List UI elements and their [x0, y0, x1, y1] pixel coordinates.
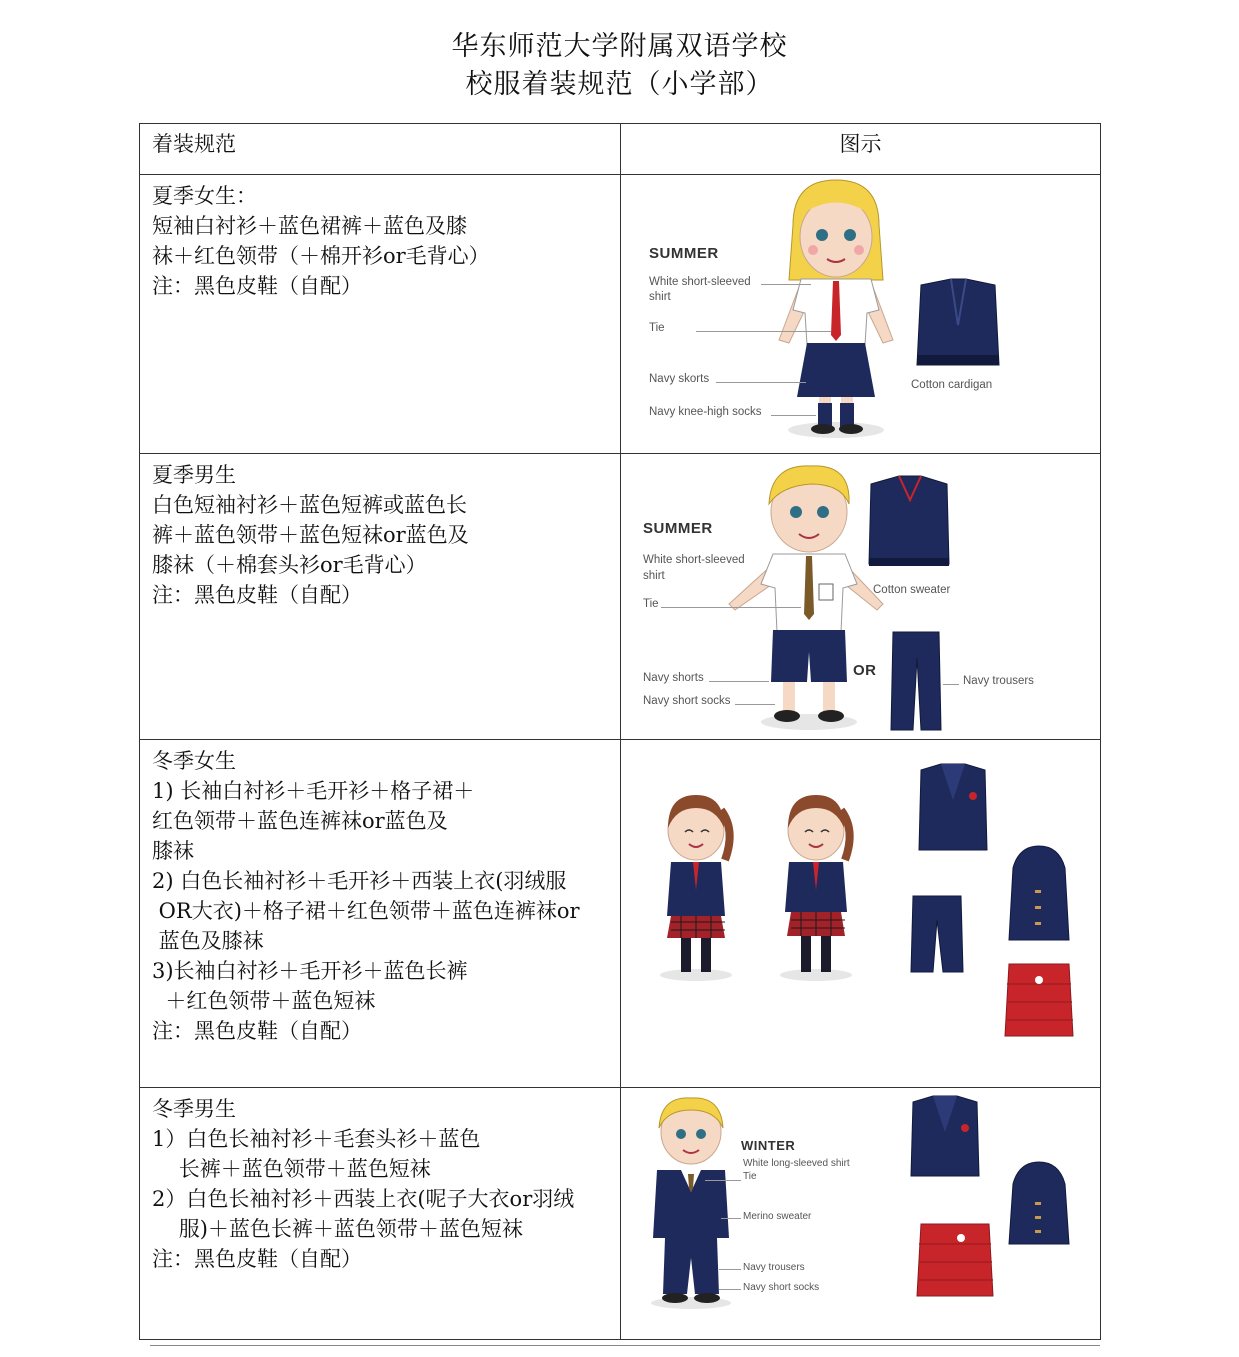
rules-cell-winter-girls	[140, 740, 621, 1088]
winter-boys-illustration	[621, 1088, 1101, 1338]
rule-line: 长裤＋蓝色领带＋蓝色短袜	[152, 1157, 431, 1181]
rule-line: 注：黑色皮鞋（自配）	[152, 583, 362, 607]
rule-line: 白色短袖衬衫＋蓝色短裤或蓝色长	[152, 493, 467, 517]
cardigan-label: Cotton cardigan	[911, 379, 993, 391]
illustration-cell-summer-girls	[621, 175, 1101, 454]
rule-line: 冬季女生	[152, 749, 236, 773]
rule-line: 2) 白色长袖衬衫＋毛开衫＋西装上衣(羽绒服	[152, 869, 567, 893]
rule-line: ＋红色领带＋蓝色短袜	[152, 989, 376, 1013]
shirt-label-2: shirt	[643, 570, 665, 582]
rules-cell-summer-boys	[140, 454, 621, 740]
illustration-cell-winter-boys	[621, 1088, 1101, 1340]
trousers-label: Navy trousers	[743, 1262, 805, 1273]
rule-line: 服)＋蓝色长裤＋蓝色领带＋蓝色短袜	[152, 1217, 523, 1241]
illustration-cell-summer-boys	[621, 454, 1101, 740]
winter-girls-figures-icon	[621, 740, 1101, 1086]
season-label: SUMMER	[649, 245, 719, 262]
rule-line: 1) 长袖白衬衫＋毛开衫＋格子裙＋	[152, 779, 475, 803]
rule-line: 裤＋蓝色领带＋蓝色短袜or蓝色及	[152, 523, 469, 547]
column-header-rules: 着装规范	[140, 124, 621, 175]
table-row	[140, 175, 1101, 454]
rule-line: 蓝色及膝袜	[152, 929, 264, 953]
school-name: 华东师范大学附属双语学校	[451, 31, 788, 62]
document-title: 校服着装规范（小学部）	[465, 69, 774, 100]
table-row	[140, 740, 1101, 1088]
shirt-label: White short-sleeved	[649, 276, 751, 288]
column-header-illustration: 图示	[621, 124, 1101, 175]
rule-line: 膝袜（＋棉套头衫or毛背心）	[152, 553, 427, 577]
sweater-label: Cotton sweater	[873, 584, 951, 596]
bottom-label: Navy shorts	[643, 672, 704, 684]
uniform-table	[139, 123, 1101, 1340]
rule-line: 夏季男生	[152, 463, 236, 487]
or-label: OR	[853, 662, 877, 679]
rules-cell-summer-girls	[140, 175, 621, 454]
socks-label: Navy knee-high socks	[649, 406, 762, 418]
tie-label: Tie	[643, 598, 659, 610]
rule-line: 1）白色长袖衬衫＋毛套头衫＋蓝色	[152, 1127, 481, 1151]
shirt-label-2: shirt	[649, 291, 671, 303]
rule-line: 袜＋红色领带（＋棉开衫or毛背心）	[152, 244, 490, 268]
table-row	[140, 454, 1101, 740]
season-label: WINTER	[741, 1138, 796, 1153]
rule-line: 注：黑色皮鞋（自配）	[152, 1019, 362, 1043]
winter-girls-illustration	[621, 740, 1101, 1086]
rule-line: 膝袜	[152, 839, 194, 863]
shirt-label: White long-sleeved shirt	[743, 1158, 850, 1169]
socks-label: Navy short socks	[643, 695, 731, 707]
summer-girls-illustration	[621, 175, 1101, 452]
rule-line: OR大衣)＋格子裙＋红色领带＋蓝色连裤袜or	[152, 899, 580, 923]
tie-label: Tie	[649, 322, 665, 334]
season-label: SUMMER	[643, 520, 713, 537]
bottom-label: Navy skorts	[649, 373, 710, 385]
rule-line: 红色领带＋蓝色连裤袜or蓝色及	[152, 809, 448, 833]
rule-line: 短袖白衬衫＋蓝色裙裤＋蓝色及膝	[152, 214, 467, 238]
sweater-label: Merino sweater	[743, 1211, 812, 1222]
table-row	[140, 1088, 1101, 1340]
illustration-cell-winter-girls	[621, 740, 1101, 1088]
rule-line: 夏季女生：	[152, 184, 257, 208]
rule-line: 冬季男生	[152, 1097, 236, 1121]
summer-boys-illustration	[621, 454, 1101, 738]
table-header-row	[140, 124, 1101, 175]
winter-boy-figure-icon	[621, 1088, 1101, 1338]
rule-line: 注：黑色皮鞋（自配）	[152, 1247, 362, 1271]
shirt-label: White short-sleeved	[643, 554, 745, 566]
rule-line: 2）白色长袖衬衫＋西装上衣(呢子大衣or羽绒	[152, 1187, 575, 1211]
tie-label: Tie	[743, 1171, 757, 1182]
rule-line: 注：黑色皮鞋（自配）	[152, 274, 362, 298]
rules-cell-winter-boys	[140, 1088, 621, 1340]
trousers-label: Navy trousers	[963, 675, 1034, 687]
bottom-rule	[150, 1345, 1100, 1346]
socks-label: Navy short socks	[743, 1282, 820, 1293]
rule-line: 3)长袖白衬衫＋毛开衫＋蓝色长裤	[152, 959, 468, 983]
